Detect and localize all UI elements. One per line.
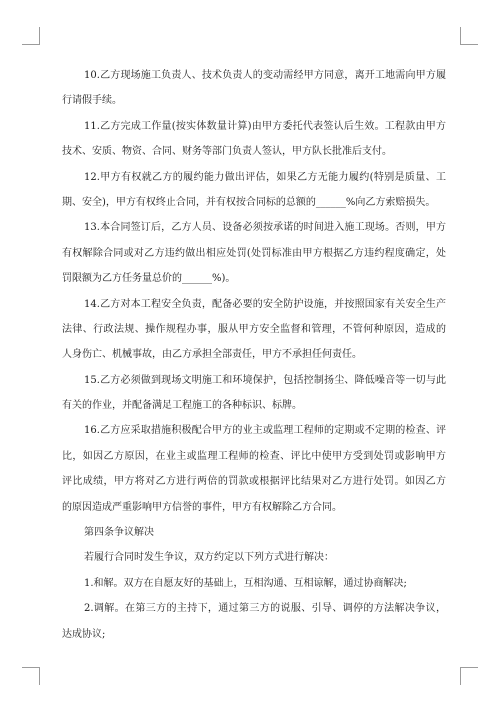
clause-14-line-2: 法律、行政法规、操作规程办事，服从甲方安全监督和管理，不管何种原因，造成的 <box>62 323 446 335</box>
clause-13 <box>62 215 446 291</box>
clause-11-line-1: 11.乙方完成工作量(按实体数量计算)由甲方委托代表签认后生效。工程款由甲方 <box>84 120 446 132</box>
clause-12 <box>62 165 446 216</box>
clause-16-line-4: 的原因造成严重影响甲方信誉的事件，甲方有权解除乙方合同。 <box>62 501 342 513</box>
corner-mark-top-left <box>22 27 40 45</box>
clause-16-line-3: 评比成绩，甲方将对乙方进行两倍的罚款或根据评比结果对乙方进行处罚。如因乙方 <box>62 476 446 488</box>
clause-15 <box>62 368 446 419</box>
method-reconciliation <box>62 571 446 596</box>
clause-13-line-2: 有权解除合同或对乙方违约做出相应处罚(处罚标准由甲方根据乙方违约程度确定，处 <box>62 247 446 259</box>
clause-12-line-1: 12.甲方有权就乙方的履约能力做出评估，如果乙方无能力履约(特别是质量、工 <box>84 171 446 183</box>
method-reconciliation-line-1: 1.和解。双方在自愿友好的基础上，互相沟通、互相谅解，通过协商解决; <box>84 577 407 589</box>
clause-11-line-2: 技术、安质、物资、合同、财务等部门负责人签认，甲方队长批准后支付。 <box>62 146 392 158</box>
article-4-heading: 第四条争议解决 <box>84 527 154 539</box>
clause-13-line-1: 13.本合同签订后，乙方人员、设备必须按承诺的时间进入施工现场。否则，甲方 <box>84 222 446 234</box>
clause-11 <box>62 114 446 165</box>
corner-mark-bottom-left <box>22 667 40 685</box>
clause-14 <box>62 292 446 368</box>
clause-10 <box>62 63 446 114</box>
clause-15-line-1: 15.乙方必须做到现场文明施工和环境保护，包括控制扬尘、降低噪音等一切与此 <box>84 374 446 386</box>
clause-10-line-2: 行请假手续。 <box>62 95 122 107</box>
corner-mark-top-right <box>460 27 478 45</box>
method-mediation-line-1: 2.调解。在第三方的主持下，通过第三方的说服、引导、调停的方法解决争议， <box>84 603 446 615</box>
page-body <box>62 63 446 647</box>
corner-mark-bottom-right <box>460 667 478 685</box>
clause-14-line-3: 人身伤亡、机械事故，由乙方承担全部责任，甲方不承担任何责任。 <box>62 349 362 361</box>
article-4-intro: 若履行合同时发生争议，双方约定以下列方式进行解决： <box>84 552 334 564</box>
clause-12-line-2: 期、安全)，甲方有权终止合同，并有权按合同标的总额的______%向乙方索赔损失。 <box>62 196 436 208</box>
clause-16-line-2: 比，如因乙方原因，在业主或监理工程师的检查、评比中使甲方受到处罚或影响甲方 <box>62 450 446 462</box>
clause-15-line-2: 有关的作业，并配备满足工程施工的各种标识、标牌。 <box>62 400 302 412</box>
clause-13-line-3: 罚限额为乙方任务量总价的______%)。 <box>62 273 236 285</box>
clause-16-line-1: 16.乙方应采取措施积极配合甲方的业主或监理工程师的定期或不定期的检查、评 <box>84 425 446 437</box>
method-mediation <box>62 596 446 647</box>
clause-14-line-1: 14.乙方对本工程安全负责，配备必要的安全防护设施，并按照国家有关安全生产 <box>84 298 446 310</box>
clause-16 <box>62 418 446 520</box>
method-mediation-line-2: 达成协议; <box>62 628 106 640</box>
clause-10-line-1: 10.乙方现场施工负责人、技术负责人的变动需经甲方同意，离开工地需向甲方履 <box>84 70 446 81</box>
